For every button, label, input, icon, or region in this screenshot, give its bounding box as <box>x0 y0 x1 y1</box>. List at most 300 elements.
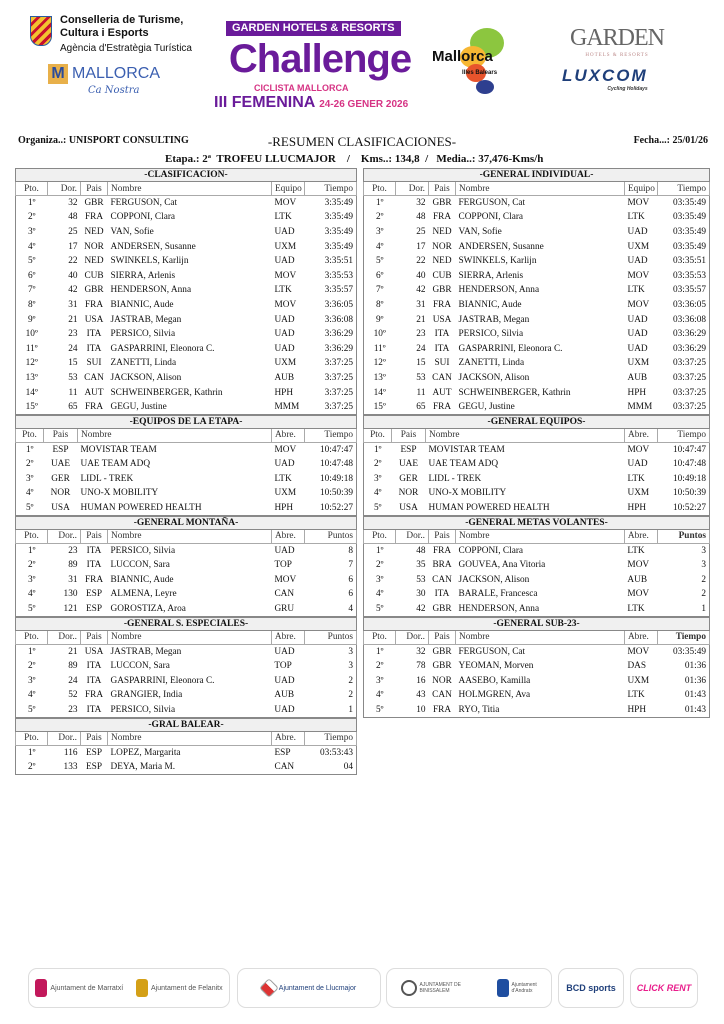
table-row <box>16 501 357 516</box>
sponsor-name: BCD sports <box>566 983 616 993</box>
table-cell: GBR <box>432 646 452 657</box>
table-row <box>364 674 710 689</box>
table-row <box>364 442 710 457</box>
table-cell: 3:37:25 <box>324 372 353 383</box>
table-cell: 42 <box>416 603 426 614</box>
table-cell: MOV <box>627 299 650 310</box>
table-cell: ITA <box>434 329 450 340</box>
table-cell: 3:36:29 <box>324 343 353 354</box>
table-cell: BIANNIC, Aude <box>110 574 174 585</box>
table-cell: CAN <box>432 574 452 585</box>
table-row <box>16 283 357 298</box>
table-cell: 2 <box>701 589 706 600</box>
table-cell: GASPARRINI, Eleonora C. <box>110 343 215 354</box>
column-header: Pto. <box>16 182 48 196</box>
table-cell: AUT <box>432 387 452 398</box>
table-cell: 3:37:25 <box>324 401 353 412</box>
column-header: Pais <box>429 529 456 543</box>
column-header: Nombre <box>456 182 625 196</box>
table-cell: UAD <box>627 459 648 470</box>
table-cell: 133 <box>63 761 78 772</box>
table-cell: CUB <box>432 270 452 281</box>
section-title: -GENERAL METAS VOLANTES- <box>364 516 710 529</box>
table-cell: USA <box>51 502 70 513</box>
table-cell: 24 <box>68 675 78 686</box>
table-cell: 03:37:25 <box>672 401 706 412</box>
section-title-row <box>16 718 357 731</box>
table-cell: MOV <box>627 198 650 209</box>
table-cell: 5º <box>375 603 384 614</box>
table-cell: LUCCON, Sara <box>110 661 170 672</box>
table-cell: HUMAN POWERED HEALTH <box>428 502 550 513</box>
table-cell: 31 <box>416 299 426 310</box>
section-title: -GENERAL SUB-23- <box>364 617 710 630</box>
table-cell: CAN <box>274 761 295 772</box>
table-cell: 3:35:49 <box>324 241 353 252</box>
column-header: Abre. <box>271 428 304 442</box>
column-header-row <box>16 630 357 644</box>
table-cell: 03:53:43 <box>319 747 353 758</box>
table-cell: UAD <box>274 314 295 325</box>
table-cell: 15 <box>68 358 78 369</box>
binissalem-seal-icon <box>401 980 417 996</box>
table-cell: 3:37:25 <box>324 358 353 369</box>
table-cell: ESP <box>274 747 291 758</box>
table-row <box>16 674 357 689</box>
table-cell: LTK <box>274 473 292 484</box>
table-cell: 3 <box>348 646 353 657</box>
table-row <box>364 196 710 211</box>
table-cell: 3 <box>701 560 706 571</box>
table-cell: AUB <box>627 574 648 585</box>
table-cell: USA <box>399 502 418 513</box>
table-cell: PERSICO, Silvia <box>458 329 524 340</box>
column-header: Pais <box>392 428 426 442</box>
table-cell: 3:35:53 <box>324 270 353 281</box>
luxcom-logo: LUXCOM Cycling Holidays <box>562 66 648 92</box>
table-cell: 5º <box>373 502 382 513</box>
table-cell: ITA <box>86 560 102 571</box>
table-row <box>16 442 357 457</box>
table-cell: 3:37:25 <box>324 387 353 398</box>
section-title: -GENERAL EQUIPOS- <box>364 415 710 428</box>
table-cell: 89 <box>68 560 78 571</box>
table-cell: AUB <box>274 372 295 383</box>
table-cell: 121 <box>63 603 78 614</box>
logo-text: III FEMENINA <box>214 94 315 111</box>
table-cell: LIDL - TREK <box>428 473 482 484</box>
table-cell: MOV <box>274 270 297 281</box>
table-cell: FRA <box>432 299 452 310</box>
table-cell: 10:47:47 <box>672 444 706 455</box>
table-cell: MOV <box>627 589 650 600</box>
table-cell: GRANGIER, India <box>110 690 183 701</box>
table-cell: TOP <box>274 661 292 672</box>
table-cell: UAD <box>274 459 295 470</box>
table-cell: FRA <box>432 704 452 715</box>
column-header-row <box>364 630 710 644</box>
andratx-crest-icon <box>497 979 509 997</box>
table-cell: 4º <box>375 690 384 701</box>
classification-table <box>363 168 710 415</box>
header-logos <box>0 0 724 112</box>
column-header: Tiempo <box>658 182 710 196</box>
table-cell: 3º <box>25 473 34 484</box>
section-title: -EQUIPOS DE LA ETAPA- <box>16 415 357 428</box>
column-header: Nombre <box>426 428 625 442</box>
classification-table <box>15 415 357 516</box>
section-title-row <box>16 617 357 630</box>
table-cell: FRA <box>432 212 452 223</box>
section-title-row <box>364 169 710 182</box>
table-cell: 8º <box>27 299 36 310</box>
table-cell: NED <box>432 256 452 267</box>
table-cell: 21 <box>68 314 78 325</box>
table-row <box>364 371 710 386</box>
table-cell: 31 <box>68 574 78 585</box>
table-cell: BRA <box>432 560 452 571</box>
table-cell: TOP <box>274 560 292 571</box>
table-cell: 2º <box>27 661 36 672</box>
table-cell: 10:50:39 <box>319 488 353 499</box>
column-header: Pais <box>81 529 108 543</box>
table-cell: SCHWEINBERGER, Kathrin <box>458 387 571 398</box>
column-header: Dor.. <box>396 630 429 644</box>
table-cell: YEOMAN, Morven <box>458 661 534 672</box>
table-row <box>364 356 710 371</box>
table-cell: 2º <box>27 560 36 571</box>
table-cell: CAN <box>274 589 295 600</box>
table-cell: 03:35:49 <box>672 226 706 237</box>
table-cell: PERSICO, Silvia <box>110 704 176 715</box>
table-cell: 03:36:29 <box>672 329 706 340</box>
table-cell: 10:47:48 <box>319 459 353 470</box>
table-cell: GOROSTIZA, Aroa <box>110 603 186 614</box>
table-cell: COPPONI, Clara <box>458 545 524 556</box>
table-cell: AASEBO, Kamilla <box>458 675 531 686</box>
column-header: Dor. <box>48 182 81 196</box>
table-cell: 4º <box>375 589 384 600</box>
table-row <box>16 644 357 659</box>
table-cell: 1º <box>375 646 384 657</box>
sponsor-name: AJUNTAMENT DE BINISSALEM <box>419 982 461 994</box>
table-cell: 5º <box>375 704 384 715</box>
table-cell: GBR <box>432 198 452 209</box>
table-cell: 1 <box>348 704 353 715</box>
table-cell: HPH <box>274 502 294 513</box>
table-cell: 7º <box>375 285 384 296</box>
table-cell: CUB <box>84 270 104 281</box>
table-cell: HPH <box>627 704 647 715</box>
table-cell: FRA <box>84 690 104 701</box>
table-cell: 01:43 <box>684 690 706 701</box>
table-cell: MOV <box>274 299 297 310</box>
table-row <box>364 341 710 356</box>
table-cell: MOV <box>627 444 650 455</box>
logo-text: Ca Nostra <box>88 85 140 96</box>
table-cell: UAE TEAM ADQ <box>428 459 499 470</box>
footer-sponsor-llucmajor <box>237 968 381 1008</box>
table-cell: 11º <box>25 343 38 354</box>
sponsor-name: Ajuntament de Marratxí <box>50 984 124 992</box>
table-cell: 53 <box>416 574 426 585</box>
classification-table <box>363 415 710 516</box>
table-cell: 4º <box>27 690 36 701</box>
table-cell: 10:52:27 <box>672 502 706 513</box>
table-cell: 10:47:48 <box>672 459 706 470</box>
table-cell: NOR <box>84 241 104 252</box>
table-cell: FRA <box>84 299 104 310</box>
table-row <box>16 268 357 283</box>
table-cell: 35 <box>416 560 426 571</box>
table-cell: 12º <box>25 358 38 369</box>
table-cell: CAN <box>432 690 452 701</box>
table-cell: VAN, Sofie <box>110 226 154 237</box>
table-cell: JASTRAB, Megan <box>110 646 182 657</box>
table-cell: 48 <box>416 545 426 556</box>
table-cell: 3 <box>348 661 353 672</box>
sponsor-name: Ajuntament d'Andratx <box>511 982 537 994</box>
table-row <box>364 573 710 588</box>
table-cell: NED <box>432 226 452 237</box>
right-column <box>363 168 710 718</box>
table-row <box>16 543 357 558</box>
classification-table <box>363 516 710 617</box>
table-cell: 1º <box>27 646 36 657</box>
table-cell: USA <box>432 314 452 325</box>
page-title: -RESUMEN CLASIFICACIONES- <box>267 134 457 149</box>
table-cell: 40 <box>416 270 426 281</box>
logo-text: Cultura i Esports <box>60 27 149 39</box>
left-column <box>15 168 357 775</box>
table-cell: MOV <box>627 270 650 281</box>
table-cell: 1º <box>375 198 384 209</box>
table-cell: 25 <box>68 226 78 237</box>
table-cell: 3:35:49 <box>324 226 353 237</box>
table-cell: 4 <box>348 603 353 614</box>
table-cell: 5º <box>27 704 36 715</box>
table-cell: 13º <box>25 372 38 383</box>
table-cell: 5º <box>25 502 34 513</box>
table-cell: 3 <box>701 545 706 556</box>
table-cell: JACKSON, Alison <box>458 372 530 383</box>
column-header: Pto. <box>364 182 396 196</box>
table-cell: 10:52:27 <box>319 502 353 513</box>
table-row <box>364 703 710 718</box>
table-cell: 17 <box>68 241 78 252</box>
table-cell: DEYA, Maria M. <box>110 761 176 772</box>
table-cell: UXM <box>627 675 650 686</box>
logo-text: 24-26 GENER 2026 <box>319 99 409 110</box>
table-cell: GEGU, Justine <box>458 401 515 412</box>
table-row <box>16 486 357 501</box>
table-cell: 14º <box>25 387 38 398</box>
table-row <box>364 558 710 573</box>
table-row <box>364 543 710 558</box>
table-cell: 89 <box>68 661 78 672</box>
table-cell: 01:36 <box>684 661 706 672</box>
table-cell: 9º <box>27 314 36 325</box>
table-cell: UAE TEAM ADQ <box>80 459 151 470</box>
table-cell: 48 <box>416 212 426 223</box>
table-row <box>16 457 357 472</box>
table-cell: SIERRA, Arlenis <box>110 270 176 281</box>
mallorca-m-icon: M <box>48 64 68 84</box>
table-cell: NED <box>84 256 104 267</box>
table-cell: JACKSON, Alison <box>458 574 530 585</box>
table-cell: 03:37:25 <box>672 372 706 383</box>
table-cell: PERSICO, Silvia <box>110 329 176 340</box>
column-header: Equipo <box>271 182 304 196</box>
table-cell: LTK <box>627 545 645 556</box>
table-cell: MOVISTAR TEAM <box>80 444 157 455</box>
table-cell: 23 <box>68 329 78 340</box>
column-header-row <box>16 731 357 745</box>
table-row <box>16 298 357 313</box>
table-cell: GBR <box>432 661 452 672</box>
logo-text: Challenge <box>228 37 412 81</box>
column-header: Nombre <box>78 428 272 442</box>
column-header: Pais <box>44 428 78 442</box>
table-cell: GBR <box>432 603 452 614</box>
table-cell: 14º <box>373 387 386 398</box>
section-title-row <box>16 516 357 529</box>
section-title-row <box>16 169 357 182</box>
section-title-row <box>364 516 710 529</box>
table-cell: MMM <box>627 401 653 412</box>
table-row <box>16 573 357 588</box>
table-cell: 5º <box>27 603 36 614</box>
table-cell: COPPONI, Clara <box>458 212 524 223</box>
column-header: Tiempo <box>305 731 357 745</box>
section-title: -CLASIFICACION- <box>16 169 357 182</box>
table-cell: USA <box>84 646 104 657</box>
table-row <box>364 486 710 501</box>
table-cell: ZANETTI, Linda <box>458 358 525 369</box>
table-row <box>16 196 357 211</box>
column-header: Abre. <box>624 630 657 644</box>
table-row <box>364 239 710 254</box>
column-header: Abre. <box>271 529 304 543</box>
table-cell: 40 <box>68 270 78 281</box>
column-header: Nombre <box>108 731 272 745</box>
table-cell: HPH <box>627 502 647 513</box>
column-header: Nombre <box>456 630 625 644</box>
table-row <box>16 602 357 617</box>
table-cell: COPPONI, Clara <box>110 212 176 223</box>
table-row <box>364 602 710 617</box>
table-cell: 1º <box>27 747 36 758</box>
table-cell: SCHWEINBERGER, Kathrin <box>110 387 223 398</box>
table-cell: 2 <box>348 675 353 686</box>
table-cell: UAD <box>274 226 295 237</box>
table-cell: SIERRA, Arlenis <box>458 270 524 281</box>
table-cell: UXM <box>274 488 297 499</box>
table-row <box>16 385 357 400</box>
mallorca-brand-logo <box>430 28 514 92</box>
table-cell: 30 <box>416 589 426 600</box>
table-cell: 4º <box>27 241 36 252</box>
table-cell: 23 <box>68 704 78 715</box>
column-header: Abre. <box>625 428 658 442</box>
column-header: Abre. <box>271 630 304 644</box>
table-cell: 2º <box>375 212 384 223</box>
table-cell: 10:49:18 <box>319 473 353 484</box>
column-header: Nombre <box>108 630 272 644</box>
table-cell: GRU <box>274 603 295 614</box>
footer-sponsor-group <box>28 968 230 1008</box>
column-header: Pto. <box>16 529 48 543</box>
table-cell: 2º <box>375 560 384 571</box>
table-row <box>364 268 710 283</box>
column-header: Tiempo <box>304 182 356 196</box>
table-cell: FRA <box>432 545 452 556</box>
table-cell: JASTRAB, Megan <box>110 314 182 325</box>
section-title: -GENERAL INDIVIDUAL- <box>364 169 710 182</box>
stage-info: Etapa.: 2ª TROFEU LLUCMAJOR / Kms..: 134,8 / Media..: 37,476-Kms/h <box>165 153 544 165</box>
table-cell: 22 <box>68 256 78 267</box>
table-cell: UAD <box>627 226 648 237</box>
column-header: Pto. <box>364 428 392 442</box>
table-cell: GBR <box>84 285 104 296</box>
table-cell: AUT <box>84 387 104 398</box>
table-row <box>16 356 357 371</box>
table-cell: GEGU, Justine <box>110 401 167 412</box>
table-cell: LIDL - TREK <box>80 473 134 484</box>
table-row <box>364 472 710 487</box>
column-header-row <box>364 182 710 196</box>
table-row <box>16 225 357 240</box>
table-cell: UXM <box>627 488 650 499</box>
table-cell: UAD <box>274 646 295 657</box>
column-header: Pais <box>81 731 108 745</box>
table-cell: ESP <box>85 761 103 772</box>
table-cell: 3º <box>373 473 382 484</box>
logo-text: Illes Balears <box>462 70 498 76</box>
column-header: Pais <box>429 630 456 644</box>
table-cell: UNO-X MOBILITY <box>428 488 507 499</box>
table-cell: AUB <box>627 372 648 383</box>
table-cell: FERGUSON, Cat <box>110 198 178 209</box>
section-title-row <box>364 617 710 630</box>
table-cell: FRA <box>84 212 104 223</box>
table-cell: 24 <box>416 343 426 354</box>
table-cell: 1º <box>373 444 382 455</box>
table-cell: 10:50:39 <box>672 488 706 499</box>
table-cell: ITA <box>86 329 102 340</box>
table-cell: 01:43 <box>684 704 706 715</box>
table-cell: FRA <box>84 401 104 412</box>
column-header: Nombre <box>108 529 272 543</box>
table-cell: 15º <box>25 401 38 412</box>
table-cell: 2º <box>25 459 34 470</box>
column-header-row <box>16 182 357 196</box>
column-header: Pto. <box>16 630 48 644</box>
table-row <box>364 644 710 659</box>
section-title: -GENERAL S. ESPECIALES- <box>16 617 357 630</box>
table-row <box>16 400 357 415</box>
table-cell: ITA <box>434 589 450 600</box>
table-cell: 53 <box>416 372 426 383</box>
column-header: Dor. <box>396 182 429 196</box>
column-header: Tiempo <box>658 428 710 442</box>
table-cell: 11º <box>373 343 386 354</box>
felanitx-crest-icon <box>136 979 148 997</box>
table-cell: LTK <box>627 285 645 296</box>
table-cell: 6º <box>375 270 384 281</box>
column-header: Abre. <box>624 529 657 543</box>
table-cell: 22 <box>416 256 426 267</box>
